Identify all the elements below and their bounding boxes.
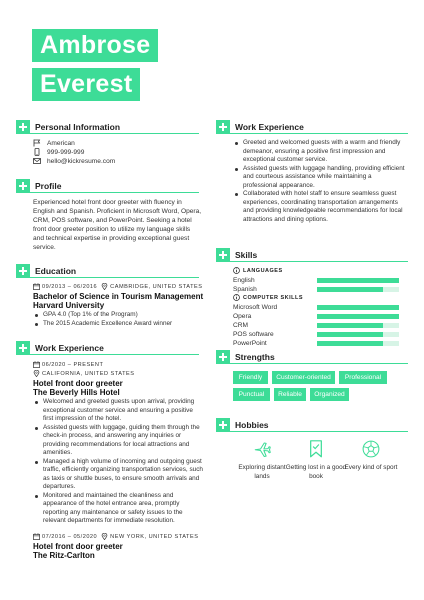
list-item: Greeted and welcomed guests with a warm and friendly demeanor, ensuring a positive first impression and exceptional customer service.: [233, 139, 405, 165]
list-item: Collaborated with hotel staff to ensure seamless guest experiences, coordinating transportation arrangements and providing knowledgeable recommendations for local attractions and dining options.: [233, 190, 405, 224]
skill-row-pos: [233, 330, 403, 339]
list-item: Assisted guests with luggage handling, providing efficient and courteous assistance while maintaining a professional appearance.: [233, 165, 405, 191]
calendar-icon: [33, 283, 40, 290]
job2-location: NEW YORK, UNITED STATES: [110, 533, 199, 540]
contact-email[interactable]: [33, 157, 115, 165]
location-pin-icon: [33, 370, 40, 377]
email-text[interactable]: hello@kickresume.com: [47, 157, 116, 165]
skill-row-english: [233, 276, 403, 285]
soccer-ball-icon: [362, 440, 380, 458]
education-dates: 09/2013 – 06/2016: [42, 283, 98, 290]
section-divider: [16, 277, 199, 278]
contact-nationality: [33, 139, 75, 147]
job1-company: The Beverly Hills Hotel: [33, 388, 120, 397]
list-item: Managed a high volume of incoming and outgoing guest traffic, efficiently organizing transportation services, such as taxis or shuttle buses, to ensure smooth arrivals and departures.: [33, 458, 203, 492]
section-header-hobbies: [216, 418, 269, 432]
section-title: Personal Information: [35, 122, 121, 132]
section-title: Work Experience: [235, 122, 304, 132]
skill-bar: [317, 314, 399, 319]
skill-category-languages: [233, 267, 283, 274]
section-title: Skills: [235, 250, 258, 260]
strength-tag: Customer-oriented: [272, 371, 335, 384]
location-pin-icon: [101, 533, 108, 540]
section-header-work-right: [216, 120, 304, 134]
skill-bar-fill: [317, 332, 383, 337]
section-divider: [216, 431, 408, 432]
skill-name: Spanish: [233, 286, 257, 293]
plus-icon: [16, 341, 30, 355]
airplane-icon: [253, 440, 271, 458]
nationality-text: American: [47, 139, 75, 147]
skill-bar-fill: [317, 278, 399, 283]
calendar-icon: [33, 533, 40, 540]
languages-label: LANGUAGES: [243, 267, 283, 274]
section-header-profile: [16, 179, 61, 193]
education-meta: [33, 283, 202, 290]
strength-tag: Reliable: [274, 388, 306, 401]
section-title: Education: [35, 266, 77, 276]
skill-bar: [317, 341, 399, 346]
bookmark-icon: [309, 440, 323, 458]
education-degree: Bachelor of Science in Tourism Management: [33, 292, 204, 301]
skill-bar: [317, 305, 399, 310]
job1-dates: 06/2020 – PRESENT: [42, 361, 104, 368]
section-title: Hobbies: [235, 420, 269, 430]
skill-name: POS software: [233, 331, 274, 338]
phone-text: 999-999-999: [47, 148, 85, 156]
skill-bar-fill: [317, 323, 383, 328]
section-header-education: [16, 264, 76, 278]
skill-row-powerpoint: [233, 339, 403, 348]
section-title: Work Experience: [35, 343, 104, 353]
hobby-label: Exploring distant lands: [238, 464, 286, 480]
skill-bar: [317, 332, 399, 337]
plus-icon: [216, 350, 230, 364]
skill-row-opera: [233, 312, 403, 321]
plus-icon: [16, 120, 30, 134]
job1-location: CALIFORNIA, UNITED STATES: [42, 370, 135, 377]
plus-icon: [216, 120, 230, 134]
skill-bar: [317, 323, 399, 328]
list-item: Welcomed and greeted guests upon arrival, providing exceptional customer service and ensuring a positive first impression of the hotel.: [33, 398, 203, 424]
section-header-skills: [216, 248, 257, 262]
education-bullets: [33, 311, 203, 328]
plus-icon: [216, 418, 230, 432]
first-name: Ambrose: [32, 29, 158, 62]
skill-row-spanish: [233, 285, 403, 294]
skill-row-word: [233, 303, 403, 312]
last-name: Everest: [32, 68, 140, 101]
plus-icon: [16, 179, 30, 193]
strength-tag: Professional: [339, 371, 387, 384]
phone-icon: [33, 148, 41, 156]
job2-company: The Ritz-Carlton: [33, 551, 95, 560]
plus-icon: [16, 264, 30, 278]
skill-bar-fill: [317, 314, 399, 319]
section-header-strengths: [216, 350, 275, 364]
section-divider: [216, 261, 408, 262]
profile-text: Experienced hotel front door greeter with fluency in English and Spanish. Proficient in Microsoft Word, Opera, CRM, POS software, and PowerPoint. Seeking a hotel front door greeter position to utilize my language skills and technical expertise in providing exceptional guest service.: [33, 199, 202, 251]
info-icon: [233, 294, 240, 301]
skill-bar-fill: [317, 305, 399, 310]
info-icon: [233, 267, 240, 274]
job1-meta: [33, 361, 103, 368]
skill-name: PowerPoint: [233, 340, 267, 347]
skill-bar: [317, 287, 399, 292]
skill-row-crm: [233, 321, 403, 330]
job2-meta: [33, 533, 198, 540]
section-divider: [216, 363, 408, 364]
section-title: Profile: [35, 181, 62, 191]
section-header-personal: [16, 120, 120, 134]
skill-bar-fill: [317, 287, 383, 292]
job1-location-row: [33, 370, 134, 377]
strength-tag: Friendly: [233, 371, 268, 384]
skill-name: Opera: [233, 313, 252, 320]
skill-bar: [317, 278, 399, 283]
skill-name: Microsoft Word: [233, 304, 278, 311]
plus-icon: [216, 248, 230, 262]
envelope-icon: [33, 157, 41, 165]
list-item: Assisted guests with luggage, guiding them through the check-in process, and answering any inquiries or providing recommendations for local attractions and amenities.: [33, 424, 203, 458]
strength-tag: Punctual: [233, 388, 270, 401]
skill-category-computer: [233, 294, 303, 301]
job1-bullets: [33, 398, 203, 526]
section-divider: [16, 192, 199, 193]
strength-tag: Organized: [310, 388, 349, 401]
calendar-icon: [33, 361, 40, 368]
list-item: GPA 4.0 (Top 1% of the Program): [33, 311, 203, 320]
skill-bar-fill: [317, 341, 383, 346]
section-divider: [16, 133, 199, 134]
list-item: The 2015 Academic Excellence Award winner: [33, 320, 203, 329]
flag-icon: [33, 139, 41, 147]
section-divider: [16, 354, 199, 355]
skill-name: English: [233, 277, 255, 284]
job2-title: Hotel front door greeter: [33, 542, 123, 551]
section-divider: [216, 133, 408, 134]
location-pin-icon: [101, 283, 108, 290]
education-school: Harvard University: [33, 301, 105, 310]
contact-phone: [33, 148, 84, 156]
job1-title: Hotel front door greeter: [33, 379, 123, 388]
job2-dates: 07/2016 – 05/2020: [42, 533, 98, 540]
computer-label: COMPUTER SKILLS: [243, 294, 304, 301]
section-title: Strengths: [235, 352, 275, 362]
work-right-bullets: [233, 139, 405, 224]
list-item: Monitored and maintained the cleanliness and appearance of the hotel entrance area, promptly reporting any maintenance or safety issues to the relevant departments for immediate resolution.: [33, 492, 203, 526]
hobby-label: Every kind of sport: [344, 464, 398, 471]
hobby-label: Getting lost in a good book: [285, 464, 347, 480]
skill-name: CRM: [233, 322, 249, 329]
education-location: CAMBRIDGE, UNITED STATES: [110, 283, 203, 290]
section-header-work-left: [16, 341, 104, 355]
